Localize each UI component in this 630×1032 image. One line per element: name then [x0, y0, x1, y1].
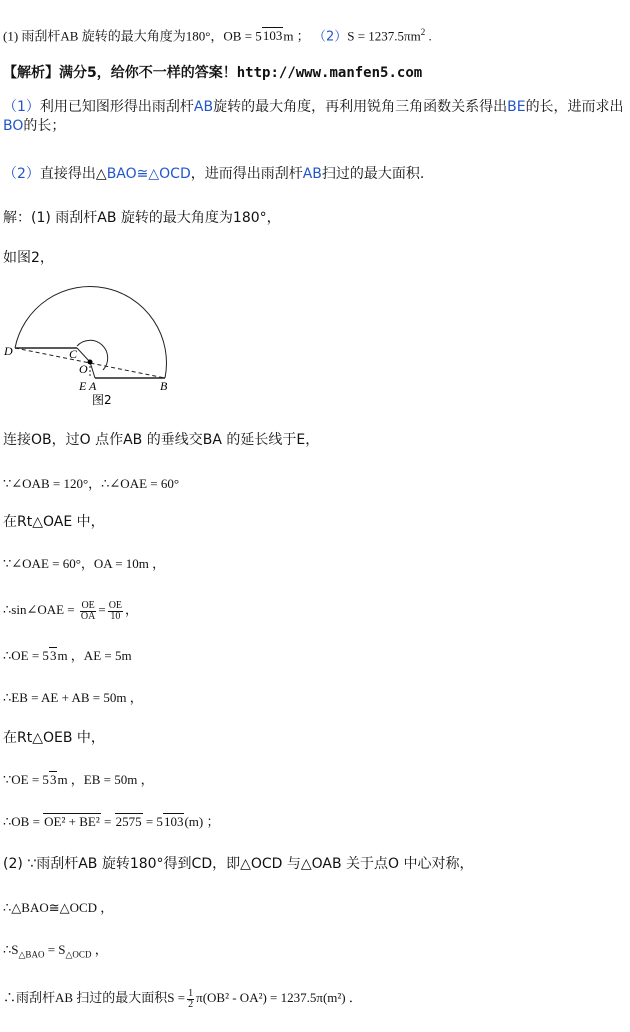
step-1-text-b: 旋转的最大角度，再利用锐角三角函数关系得出	[213, 99, 508, 115]
solution-line-7: ∴sin∠OAE = $\frac{OE}{OA}$ = $\frac{OE}{10}$ ，	[3, 599, 139, 622]
label-a: A	[89, 379, 97, 393]
root-3b: 3	[49, 772, 57, 787]
solution-line-5: 在Rt△OAE 中，	[3, 514, 105, 530]
answer-root: 103	[262, 28, 283, 44]
point-o	[88, 360, 93, 365]
root-3: 3	[49, 648, 57, 663]
step-2-text-a: 直接得出△	[39, 166, 107, 182]
solution-line-15: $\therefore S_{\triangle BAO} = S_{\triangle OCD}$ ，	[3, 942, 108, 960]
answer-part2: m ；	[283, 28, 310, 44]
header-url: http://www.manfen5.com	[236, 65, 423, 81]
step-2-congruence: BAO≅△OCD	[106, 166, 191, 182]
solution-line-1: 解：(1) 雨刮杆AB 旋转的最大角度为180°，	[3, 210, 281, 226]
solution-line-14: ∴△BAO≅△OCD ，	[3, 900, 114, 915]
answer-part4: S = 1237.5πm	[347, 28, 421, 44]
header-bracket-text: 【解析】满分5，给你不一样的答案！	[3, 65, 237, 81]
step-2-text-b: ，进而得出雨刮杆	[190, 166, 303, 182]
solution-line-8: ∴OE = 53m ，AE = 5m	[3, 648, 132, 663]
label-d: D	[4, 344, 13, 358]
label-c: C	[69, 347, 78, 361]
solution-line-11: ∵OE = 53m ，EB = 50m ，	[3, 772, 154, 787]
solution-line-3: 连接OB，过O 点作AB 的垂线交BA 的延长线于E，	[3, 432, 320, 448]
step-2-number: （2）	[3, 166, 40, 182]
solution-line-10: 在Rt△OEB 中，	[3, 730, 105, 746]
solution-line-16: ∴雨刮杆AB 扫过的最大面积S = $\frac{1}{2}$ π(OB² - OA²) = 1237.5π(m²) ．	[3, 987, 362, 1010]
label-o: O	[79, 362, 88, 376]
solution-line-12: ∴OB = OE² + BE² = 2575 = 5103(m) ；	[3, 814, 220, 829]
solution-line-6: ∵∠OAE = 60°，OA = 10m ，	[3, 556, 166, 571]
line-7-lead: ∴sin∠OAE =	[3, 602, 75, 617]
solution-line-2: 如图2，	[3, 250, 54, 266]
root-sum: OE² + BE²	[44, 814, 100, 829]
step-2-ab: AB	[302, 166, 322, 182]
step-1-text-c: 的长，进而求出	[525, 99, 624, 115]
analysis-header	[3, 63, 422, 83]
segment-co	[77, 348, 90, 362]
step-1-number: （1）	[3, 99, 40, 115]
segment-oa	[90, 362, 95, 378]
answer-part3: （2）	[312, 29, 348, 45]
step-1-ab: AB	[193, 99, 214, 115]
step-1-be: BE	[507, 99, 526, 115]
answer-line	[3, 22, 432, 47]
solution-line-13: (2) ∵雨刮杆AB 旋转180°得到CD，即△OCD 与△OAB 关于点O 中心对称，	[3, 856, 474, 872]
step-1-text-d: 的长；	[23, 118, 66, 134]
answer-part1: (1) 雨刮杆AB 旋转的最大角度为180°，OB = 5	[3, 28, 262, 44]
analysis-step-1	[3, 98, 627, 136]
fraction-half: $\frac{1}{2}$	[188, 987, 194, 1010]
solution-line-4: ∵∠OAB = 120°，∴∠OAE = 60°	[3, 476, 180, 491]
solution-line-9: ∴EB = AE + AB = 50m ，	[3, 690, 143, 705]
step-1-text-a: 利用已知图形得出雨刮杆	[39, 99, 194, 115]
fraction-oe-oa: $\frac{OE}{OA}$	[80, 599, 96, 622]
fraction-oe-10: $\frac{OE}{10}$	[108, 599, 123, 622]
root-103: 103	[163, 814, 184, 829]
label-e: E	[79, 379, 87, 393]
label-b: B	[160, 379, 168, 393]
answer-part5: .	[425, 28, 432, 44]
figure-caption: 图2	[92, 393, 112, 407]
analysis-step-2	[3, 164, 424, 184]
geometry-figure	[0, 278, 200, 408]
root-2575: 2575	[115, 814, 142, 829]
step-1-bo: BO	[3, 118, 24, 134]
answer-part4-sup: 2	[420, 27, 426, 37]
step-2-text-c: 扫过的最大面积.	[321, 166, 425, 182]
